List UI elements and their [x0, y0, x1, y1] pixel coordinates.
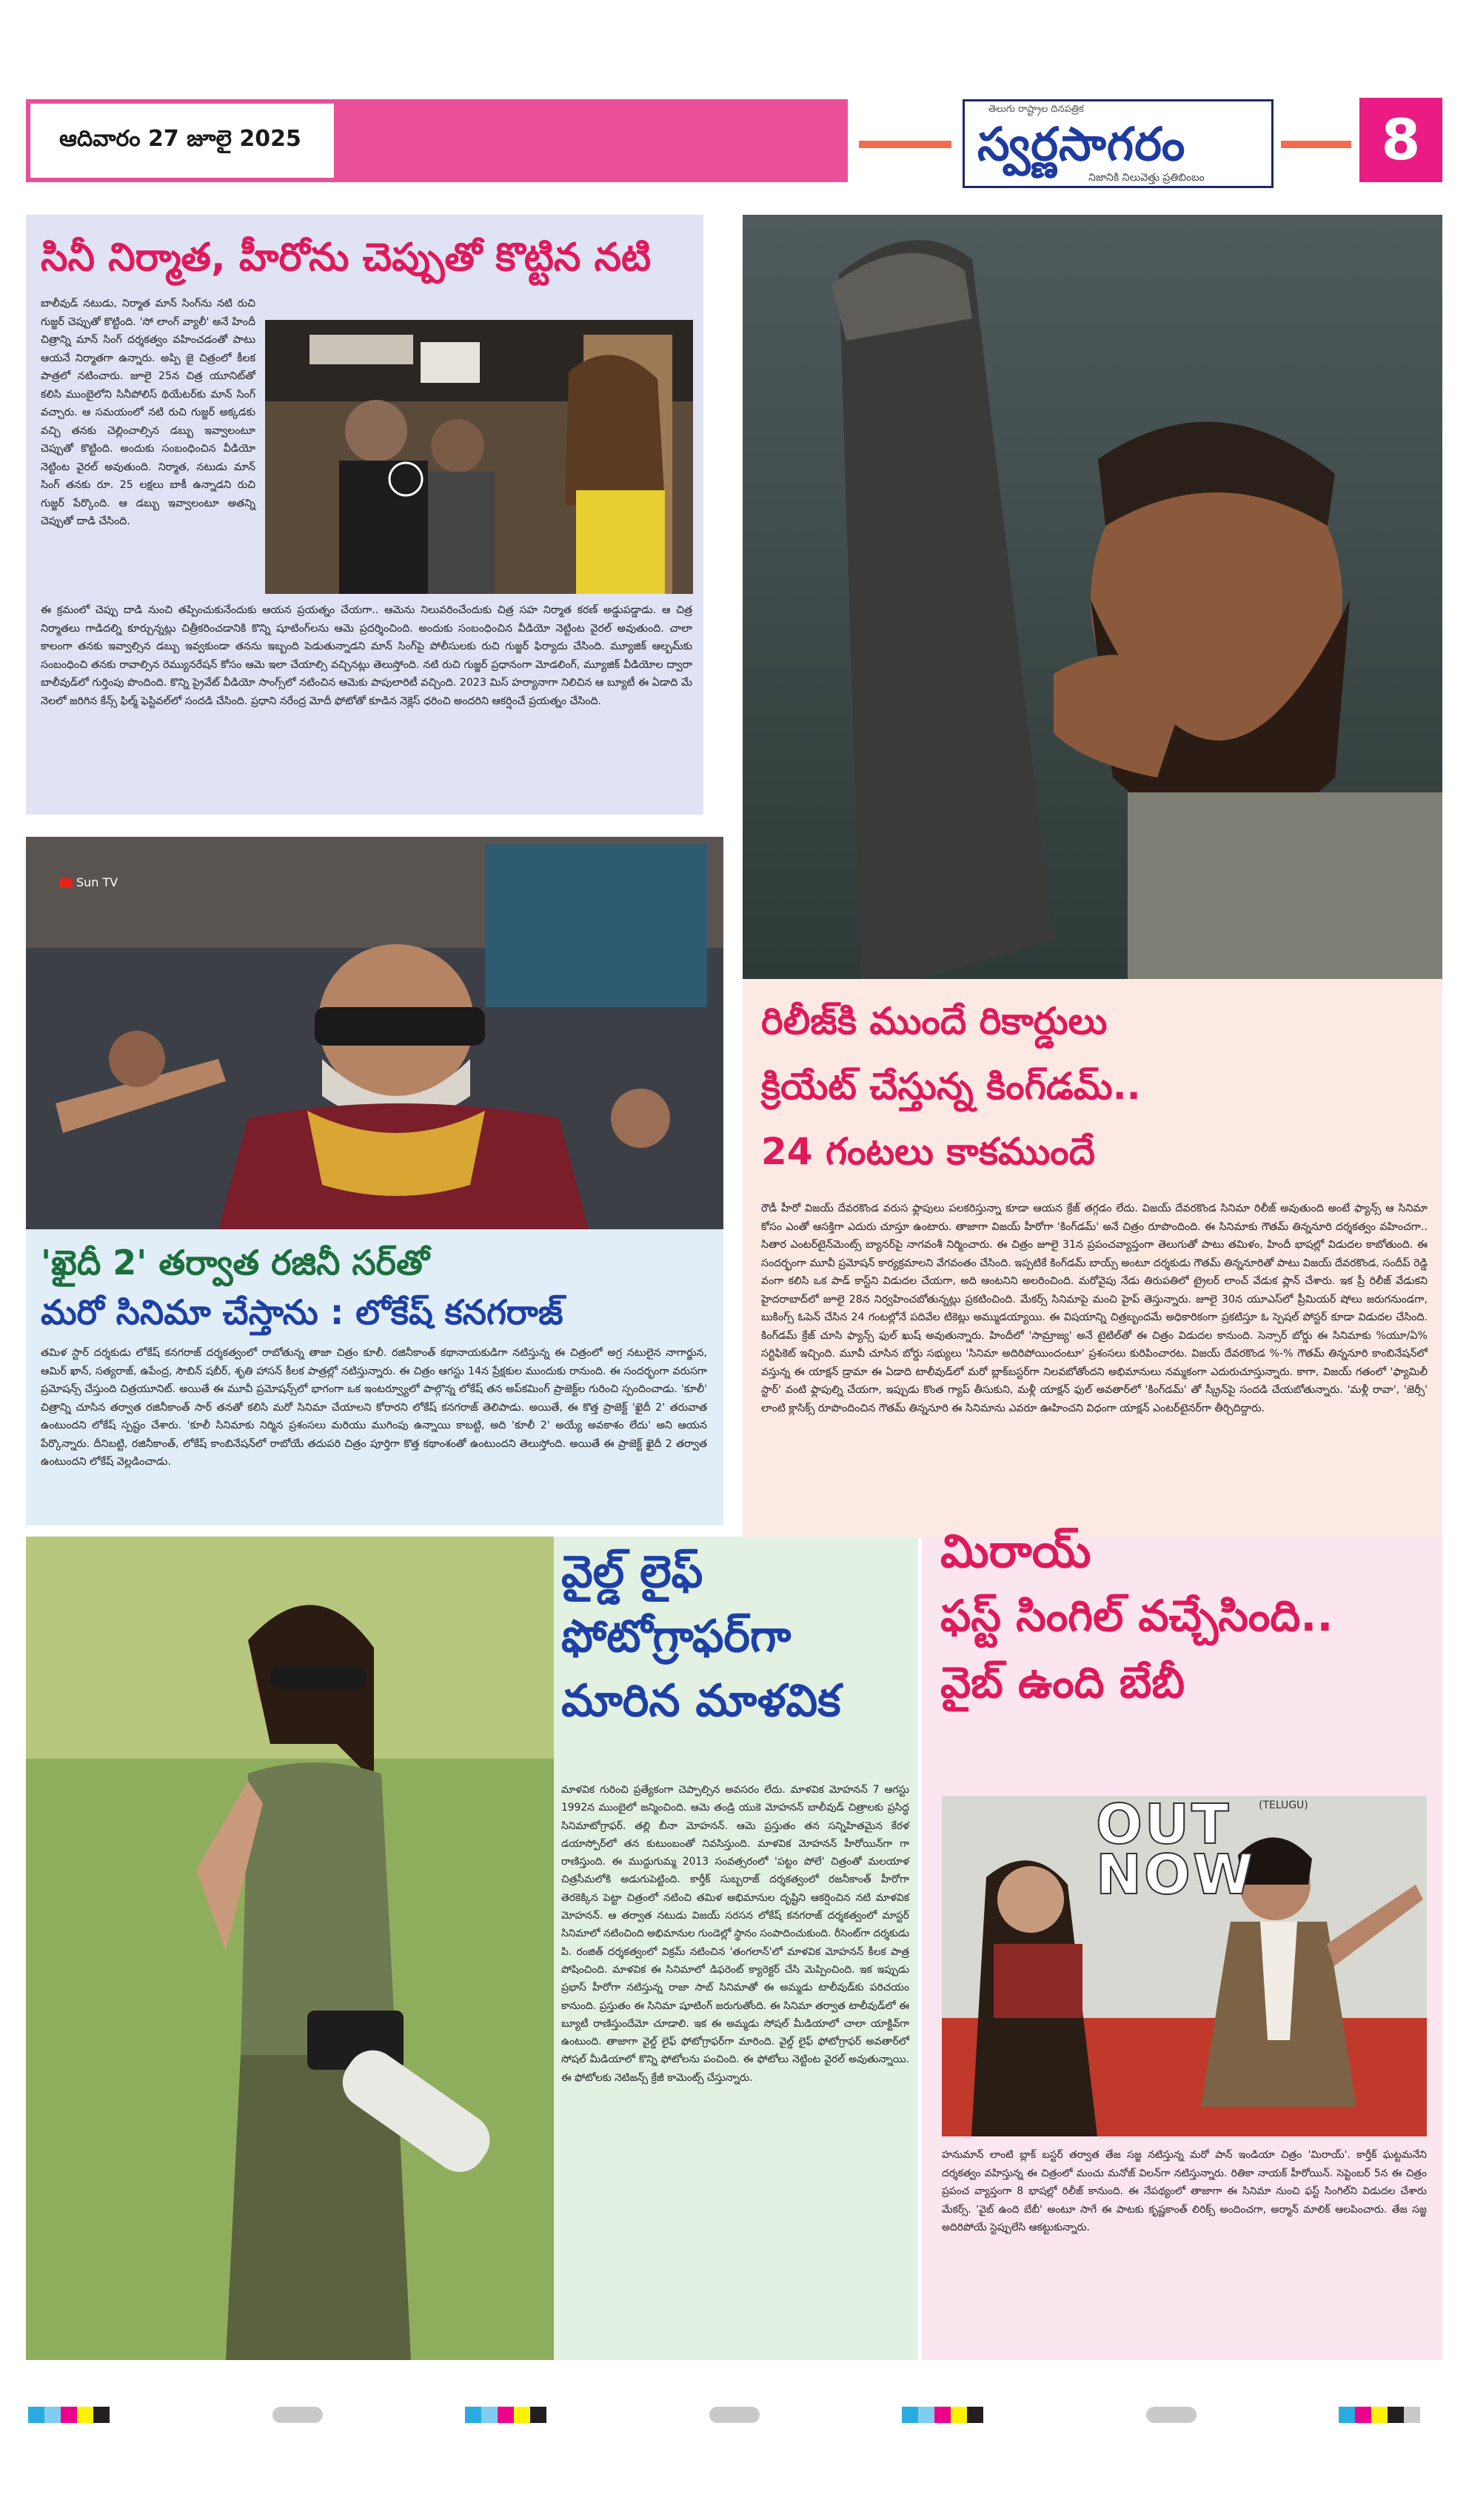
- print-marks-3: [902, 2407, 983, 2423]
- headline-actress-slap: సినీ నిర్మాత, హీరోను చెప్పుతో కొట్టిన నటి: [41, 235, 652, 280]
- kingdom-poster-photo: [743, 215, 1442, 979]
- logo-text: స్వర్ణసాగరం: [977, 117, 1186, 171]
- headline-kingdom-line-2: క్రియేట్ చేస్తున్న కింగ్‌డమ్..: [761, 1065, 1141, 1108]
- play-icon: [59, 878, 73, 888]
- header-rule-right: [1281, 141, 1351, 148]
- print-marks-1: [28, 2407, 110, 2423]
- headline-malavika-line-2: ఫోటోగ్రాఫర్‌గా: [561, 1611, 792, 1662]
- page-number: 8: [1359, 98, 1442, 182]
- headline-kingdom-line-1: రిలీజ్‌కి ముందే రికార్డులు: [761, 1000, 1108, 1043]
- print-marks-2: [465, 2407, 546, 2423]
- print-marks-4: [1339, 2407, 1420, 2423]
- headline-malavika-line-1: వైల్డ్ లైఫ్: [561, 1546, 703, 1598]
- article-kingdom-body: రౌడీ హీరో విజయ్ దేవరకొండ వరుస ఫ్లాపులు పలకరిస్తున్నా కూడా ఆయన క్రేజ్ తగ్గడం లేదు. విజయ్ దేవరకొండ సినిమా రిలీజ్ అవుతుంది అంటే ఫ్యాన్స్ ఆ సినిమా కోసం ఎంతో ఆసక్తిగా ఎదురు చూస్తూ ఉంటారు. తాజాగా విజయ్ హీరోగా 'కింగ్‌డమ్' అనే చిత్రం రూపొందింది. ఈ సినిమాకు గౌతమ్ తిన్ననూరి దర్శకత్వం వహించగా.. సితార ఎంటర్‌టైన్‌మెంట్స్ బ్యానర్‌పై నాగవంశీ నిర్మించారు. ఈ చిత్రం జూలై 31న ప్రపంచవ్యాప్తంగా తెలుగుతో పాటు తమిళం, హిందీ భాషల్లో విడుదల కాబోతుంది. ఈ సందర్భంగా మూవీ ప్రమోషన్ కార్యక్రమాలని వేగవంతం చేసింది. ఇప్పటికే కింగ్‌డమ్ బాయ్స్ అంటూ దర్శకుడు గౌతమ్ తిన్ననూరితో పాటు విజయ్ దేవరకొండ, సందీప్ రెడ్డి వంగా కలిసి ఒక పాడ్ కాస్ట్‌ని విడుదల చేయగా, అది ఆంటనిని అలరించింది. మరోవైపు నేడు తిరుపతిలో ట్రైలర్ లాంచ్ వేడుక ప్లాన్ చేశారు. ఇక ప్రీ రిలీజ్ వేడుకని హైదరాబాద్‌లో జూలై 28న నిర్వహించబోతున్నట్లు ప్రకటించింది. మేకర్స్ సినిమాపై మంచి హైప్ తెస్తున్నారు. జూలై 30న యూఎస్‌లో ప్రీమియర్ షోలు జరుగనుండగా, బుకింగ్స్ ఓపెన్ చేసిన 24 గంటల్లోనే పదివేల టికెట్లు అమ్ముడయ్యాయి. ఈ విషయాన్ని చిత్రబృందమే అధికారికంగా ప్రకటిస్తూ ఓ స్పెషల్ పోస్టర్ కూడా విడుదల చేసింది. కింగ్‌డమ్ క్రేజ్ చూసి ఫ్యాన్స్ ఫుల్ ఖుష్ అవుతున్నారు. హిందీలో 'సామ్రాజ్య' అనే టైటిల్‌తో ఈ చిత్రం విడుదల కానుంది. సెన్సార్ బోర్డు ఈ సినిమాకు %యూ/ఏ% సర్టిఫికెట్ ఇచ్చింది. మూవీ చూసిన బోర్డు సభ్యులు 'సినిమా అదిరిపోయిందంటూ' ప్రశంసలు కురిపించారట. విజయ్ దేవరకొండ %-% గౌతమ్ తిన్ననూరి కాంబినేషన్‌లో వస్తున్న ఈ యాక్షన్ డ్రామా ఈ ఏడాది టాలీవుడ్‌లో మరో బ్లాక్‌బస్టర్‌గా నిలవబోతోందని అభిమానులు నమ్మకంగా ఎదురుచూస్తున్నారు. కాగా, విజయ్ గతంలో 'ఫ్యామిలీ స్టార్' వంటి ఫ్లాపుల్ని చేయగా, ఇప్పుడు కొంత గ్యాప్ తీసుకుని, మళ్లీ యాక్షన్ ఫుల్ అవతార్‌లో 'కింగ్‌డమ్' తో స్క్రీన్‌పై సందడి చేయబోతున్నారు. 'మళ్లీ రావా', 'జెర్సీ' లాంటి క్లాసిక్స్ రూపొందించిన గౌతమ్ తిన్ననూరి ఈ సినిమాను ఎవరూ ఊహించని విధంగా యాక్షన్ ఎంటర్‌టైనర్‌గా తీర్చిదిద్దారు.: [761, 1203, 1428, 1414]
- issue-date: ఆదివారం 27 జూలై 2025: [59, 126, 301, 152]
- header-rule-left: [859, 141, 951, 148]
- headline-mirai-line-1: మిరాయ్: [940, 1524, 1091, 1578]
- print-pill-1: [272, 2407, 323, 2423]
- article-lokesh-body: తమిళ స్టార్ దర్శకుడు లోకేష్ కనగరాజ్ దర్శకత్వంలో రాబోతున్న తాజా చిత్రం కూలీ. రజినీకాంత్ కథానాయకుడిగా నటిస్తున్న ఈ చిత్రంలో అగ్ర నటులైన నాగార్జున, ఆమిర్ ఖాన్, సత్యరాజ్, ఉపేంద్ర, సౌబిన్ షబీర్, శృతి హాసన్ కీలక పాత్రల్లో నటిస్తున్నారు. ఈ చిత్రం ఆగస్టు 14న ప్రేక్షకుల ముందుకు రానుంది. ఈ సందర్భంగా వరుసగా ప్రమోషన్స్ చేస్తుంది చిత్రయూనిట్. అయితే ఈ మూవీ ప్రమోషన్స్‌లో భాగంగా ఒక ఇంటర్వ్యూలో పాల్గొన్న లోకేష్ తన అప్‌కమింగ్ ప్రాజెక్ట్‌ల గురించి స్పందించాడు. 'కూలీ' చిత్రాన్ని చూసిన తర్వాత రజినీకాంత్ సార్ తనతో కలిసి మరో సినిమా చేయాలని కోరారని లోకేష్ కనగరాజ్ తెలిపాడు. అయితే, ఈ కొత్త ప్రాజెక్ట్ 'ఖైదీ 2' తరువాత ఉంటుందని లోకేష్ స్పష్టం చేశారు. 'కూలీ సినిమాకు నిర్మిన ప్రశంసలు మరియు ముగింపు ఉన్నాయి కాబట్టి, అది 'కూలీ 2' అయ్యే అవకాశం లేదు' అని ఆయన పేర్కొన్నారు. దీనిబట్టి, రజినీకాంత్, లోకేష్ కాంబినేషన్‌లో రాబోయే తదుపరి చిత్రం పూర్తిగా కొత్త కథాంశంతో ఉంటుందని తెలుస్తోంది. అయితే ఈ ప్రాజెక్ట్ ఖైదీ 2 తర్వాత ఉంటుందని లోకేష్ వెల్లడించాడు.: [41, 1347, 707, 1468]
- article-malavika-body: మాళవిక గురించి ప్రత్యేకంగా చెప్పాల్సిన అవసరం లేదు. మాళవిక మోహనన్ 7 ఆగస్టు 1992న ముంబైలో జన్మించింది. ఆమె తండ్రి యుకె మోహనన్ బాలీవుడ్ చిత్రాలకు ప్రసిద్ధ సినిమాటోగ్రాఫర్. తల్లి బీనా మోహనన్. ఆమె ప్రస్తుతం తన సన్నిహితమైన కేరళ డయాస్పోర్‌లో తన కుటుంబంతో నివసిస్తుంది. మాళవిక మోహనన్ హీరోయిన్‌గా గా రాణిస్తుంది. ఈ ముద్దుగుమ్మ 2013 సంవత్సరంలో 'పట్టం పోలే' చిత్రంతో మలయాళ చిత్రసీమలోకి అడుగుపెట్టింది. కార్తీక్ సుబ్బరాజ్ దర్శకత్వంలో రజనీకాంత్ హీరోగా తెరకెక్కిన పెట్టా చిత్రంలో నటించి తమిళ అభిమానుల దృష్టిని ఆకర్షించిన నటి మాళవిక మోహనన్. ఆ తర్వాత నటుడు విజయ్ సరసన లోకేష్ కనగరాజ్ దర్శకత్వంలో మాస్టర్ సినిమాలో నటించింది అభిమానుల గుండెల్లో స్థానం సంపాదించుకుంది. రీసెంట్‌గా దర్శకుడు పి. రంజిత్ దర్శకత్వంలో విక్రమ్ నటించిన 'తంగలాన్'లో మాళవిక మోహనన్ కీలక పాత్ర పోషించింది. మాళవిక ఈ సినిమాలో డిఫరెంట్ క్యారెక్టర్ చేసి మెప్పించింది. ఇక ఇప్పుడు ప్రభాస్ హీరోగా నటిస్తున్న రాజా సాబ్ సినిమాతో ఈ అమ్మడు టాలీవుడ్‌కు పరిచయం కానుంది. ప్రస్తుతం ఈ సినిమా షూటింగ్ జరుగుతోంది. ఈ సినిమా తర్వాత టాలీవుడ్‌లో ఈ బ్యూటీ రాణిస్తుందేమో చూడాలి. ఇక ఈ అమ్మడు సోషల్ మీడియాలో చాలా యాక్టివ్‌గా ఉంటుంది. తాజాగా వైల్డ్ లైఫ్ ఫోటోగ్రాఫర్‌గా మారింది. వైల్డ్ లైఫ్ ఫోటోగ్రాఫర్ అవతార్‌లో సోషల్ మీడియాలో కొన్ని ఫోటోలను పంచింది. ఈ ఫోటోలు నెట్టింట వైరల్ అవుతున్నాయి. ఈ ఫోటోలకు నెటిజన్స్ క్రేజీ కామెంట్స్ చేస్తున్నారు.: [561, 1784, 909, 2084]
- headline-lokesh-line-1: 'ఖైదీ 2' తర్వాత రజినీ సర్‌తో: [41, 1243, 429, 1283]
- sun-tv-badge: [59, 875, 118, 889]
- headline-lokesh-line-2: మరో సినిమా చేస్తాను : లోకేష్ కనగరాజ్: [41, 1292, 563, 1332]
- headline-kingdom-line-3: 24 గంటలు కాకముందే: [761, 1130, 1095, 1173]
- article-actress-slap-column: బాలీవుడ్ నటుడు, నిర్మాత మాన్ సింగ్‌ను నటి రుచి గుజ్జర్ చెప్పుతో కొట్టింది. 'సో లాంగ్ వ్యాలీ' అనే హిందీ చిత్రాన్ని మాన్ సింగ్ దర్శకత్వం వహించడంతో పాటు ఆయనే నిర్మాతగా ఉన్నారు. అప్పి జై చిత్రంలో కీలక పాత్రలో నటించారు. జూలై 25న చిత్ర యూనిట్‌తో కలిసి ముంబైలోని సినీపోలిస్ థియేటర్‌కు మాన్ సింగ్ వచ్చారు. ఆ సమయంలో నటి రుచి గుజ్జర్ అక్కడకు వచ్చి తనకు చెల్లించాల్సిన డబ్బు ఇవ్వాలంటూ చెప్పుతో కొట్టింది. అందుకు సంబంధించిన వీడియో నెట్టింట వైరల్ అవుతుంది. నిర్మాత, నటుడు మాన్ సింగ్ తనకు రూ. 25 లక్షలు బాకీ ఉన్నాడని రుచి గుజ్జర్ పేర్కొంది. ఆ డబ్బు ఇవ్వాలంటూ అతన్ని చెప్పుతో దాడి చేసింది.: [41, 298, 255, 527]
- logo-tagline: నిజానికి నిలువెత్తు ప్రతిబింబం: [1088, 172, 1205, 184]
- headline-malavika-line-3: మారిన మాళవిక: [561, 1675, 841, 1727]
- headline-mirai-line-2: ఫస్ట్ సింగిల్ వచ్చేసింది..: [940, 1591, 1334, 1641]
- malavika-photographer-photo: [26, 1537, 554, 2360]
- article-actress-slap-body: ఈ క్రమంలో చెప్పు దాడి నుంచి తప్పించుకునేందుకు ఆయన ప్రయత్నం చేయగా.. ఆమెను నిలువరించేందుకు చిత్ర సహ నిర్మాత కరణ్ అడ్డుపడ్డాడు. ఆ చిత్ర నిర్మాతలు గాడిదల్ని కూర్చున్నట్లు చిత్రీకరించడానికి కొన్ని షూటింగ్‌లను ఆమె ప్రదర్శించింది. అందుకు సంబంధించిన వీడియో నెట్టింట వైరల్ అవుతుంది. చాలా కాలంగా తనకు ఇవ్వాల్సిన డబ్బు ఇవ్వకుండా తనను ఇబ్బంది పెడుతున్నాడని మాన్ సింగ్‌పై పోలీసులకు రుచి గుజ్జర్ ఫిర్యాదు చేసింది. మ్యూజిక్ ఆల్బమ్‌కు సంబంధించి తనకు రావాల్సిన రెమ్యునరేషన్ కోసం ఆమె ఇలా చేయాల్సి వచ్చినట్లు తెలుస్తోంది. నటి రుచి గుజ్జర్ ప్రధానంగా మోడలింగ్, మ్యూజిక్ వీడియోల ద్వారా బాలీవుడ్‌లో గుర్తింపు పొందింది. కొన్ని ప్రైవేట్ వీడియో సాంగ్స్‌లో నటించిన ఆమెకు పాపులారిటీ వచ్చింది. 2023 మిస్ హర్యానాగా నిలిచిన ఆ బ్యూటీ ఈ ఏడాది మే నెలలో జరిగిన కేన్స్ ఫిల్మ్ ఫెస్టివల్‌లో సందడి చేసింది. ప్రధాని నరేంద్ర మోదీ ఫోటోతో కూడిన నెక్లెస్ ధరించి అందరిని ఆకర్షించే ప్రయత్నం చేసింది.: [41, 604, 692, 707]
- article-mirai-body: హనుమాన్ లాంటి బ్లాక్ బస్టర్ తర్వాత తేజ సజ్జ నటిస్తున్న మరో పాన్ ఇండియా చిత్రం 'మిరాయ్'. కార్తీక్ ఘట్టమనేని దర్శకత్వం వహిస్తున్న ఈ చిత్రంలో మంచు మనోజ్ విలన్‌గా నటిస్తున్నారు. రితికా నాయక్ హీరోయిన్. సెప్టెంబర్ 5న ఈ చిత్రం ప్రపంచ వ్యాప్తంగా 8 భాషల్లో రిలీజ్ కానుంది. ఈ నేపథ్యంలో తాజాగా ఈ సినిమా నుంచి ఫస్ట్ సింగిల్‌ని విడుదల చేశారు మేకర్స్. 'వైబ్ ఉంది బేబీ' అంటూ సాగే ఈ పాటకు కృష్ణకాంత్ లిరిక్స్ అందించగా, అర్మాన్ మాలిక్ ఆలపించారు. తేజ సజ్జ అదిరిపోయే స్టెప్పులేసి ఆకట్టుకున్నారు.: [942, 2149, 1427, 2233]
- print-pill-2: [709, 2407, 760, 2423]
- poster-out-now: OUT NOW: [1096, 1793, 1256, 1907]
- sun-tv-label: Sun TV: [76, 875, 118, 889]
- poster-telugu-tag: (TELUGU): [1259, 1799, 1308, 1811]
- theatre-incident-photo: [265, 320, 693, 594]
- logo-subtitle: తెలుగు రాష్ట్రాల దినపత్రిక: [988, 104, 1084, 115]
- headline-mirai-line-3: వైబ్ ఉంది బేబీ: [940, 1657, 1185, 1708]
- rajinikanth-still-photo: [26, 837, 723, 1229]
- print-pill-3: [1146, 2407, 1197, 2423]
